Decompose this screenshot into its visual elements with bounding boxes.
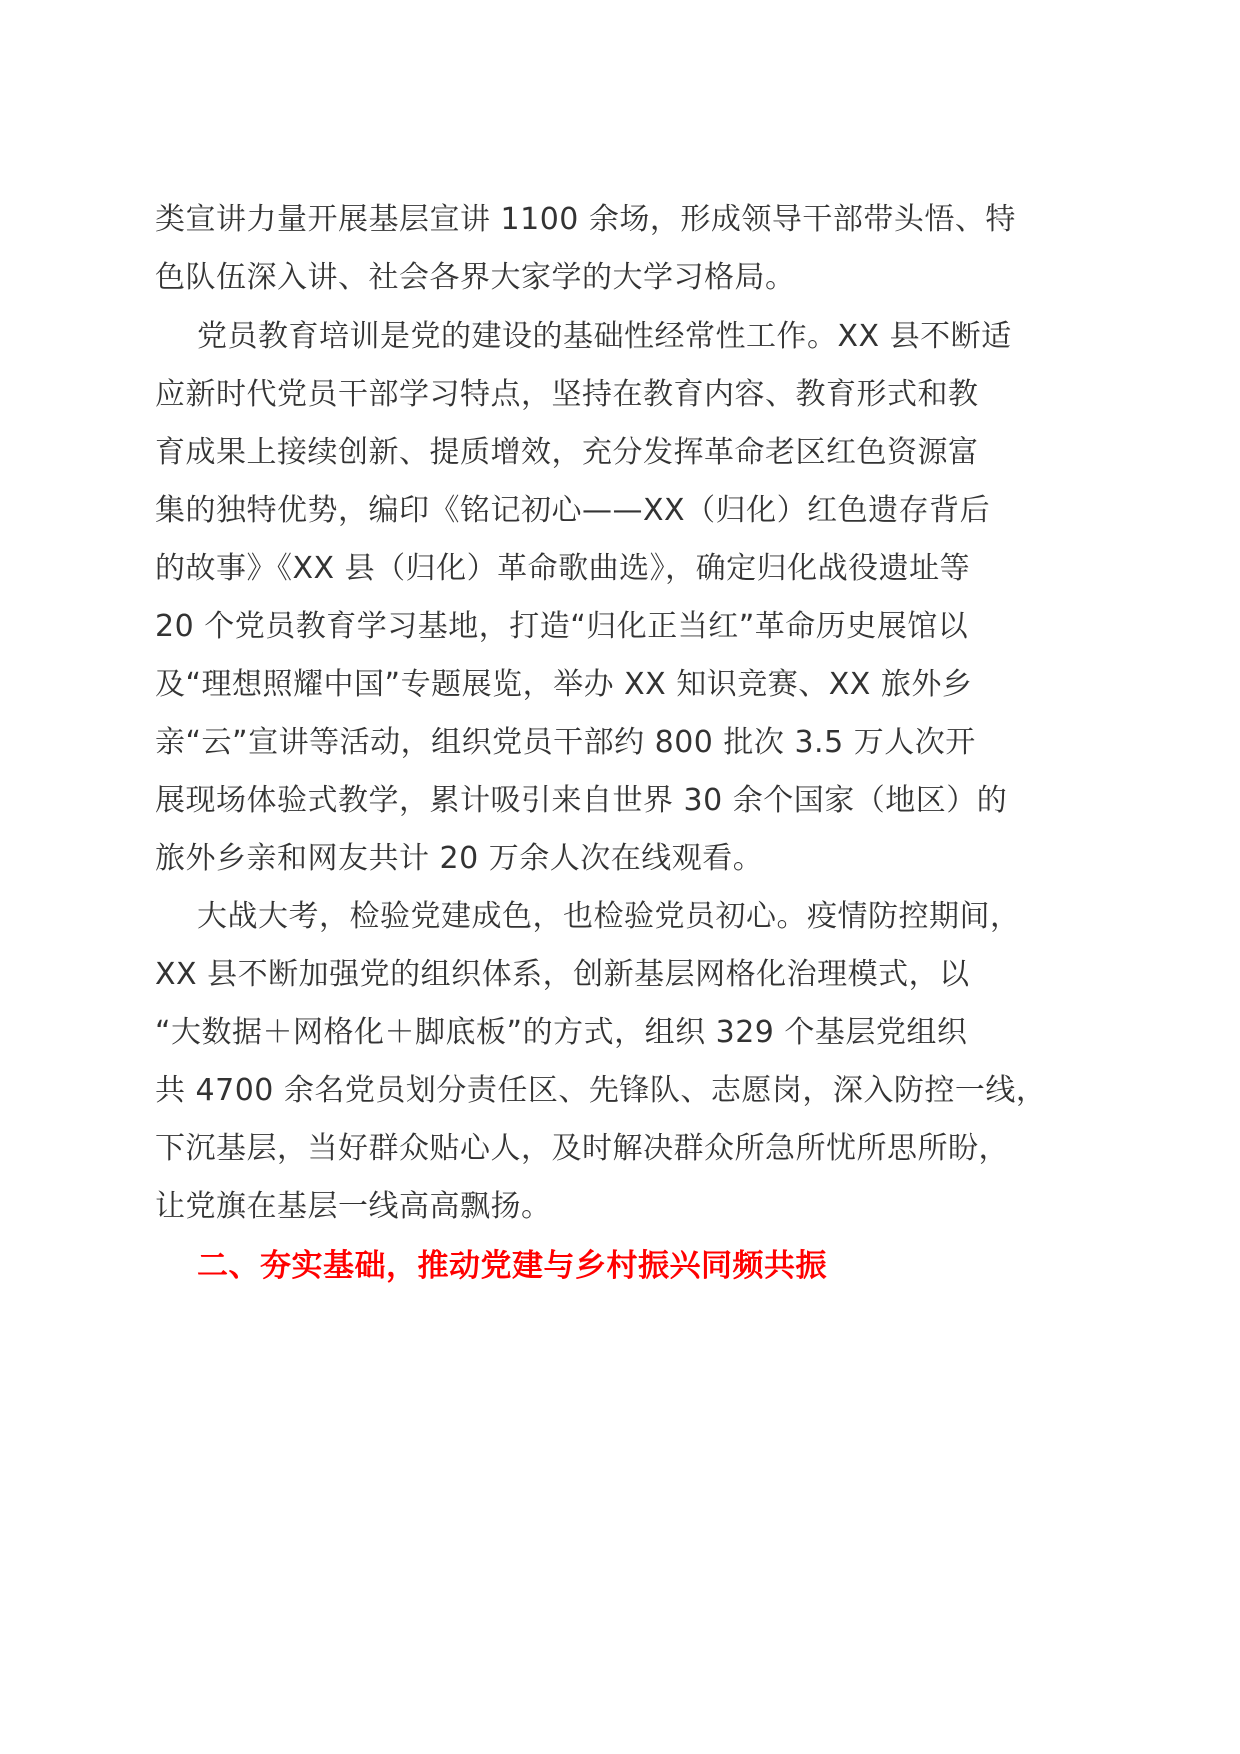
paragraph-2-line-10: 旅外乡亲和网友共计 20 万余人次在线观看。 bbox=[155, 841, 764, 876]
paragraph-2-line-4: 集的独特优势，编印《铭记初心——XX（归化）红色遗存背后 bbox=[155, 493, 991, 528]
paragraph-2-line-7: 及“理想照耀中国”专题展览，举办 XX 知识竞赛、XX 旅外乡 bbox=[155, 667, 973, 702]
paragraph-1-line-1: 类宣讲力量开展基层宣讲 1100 余场，形成领导干部带头悟、特 bbox=[155, 202, 1016, 237]
paragraph-2-line-1: 党员教育培训是党的建设的基础性经常性工作。XX 县不断适 bbox=[197, 319, 1012, 354]
paragraph-1-line-2: 色队伍深入讲、社会各界大家学的大学习格局。 bbox=[155, 260, 796, 295]
paragraph-2-line-9: 展现场体验式教学，累计吸引来自世界 30 余个国家（地区）的 bbox=[155, 783, 1008, 818]
paragraph-2-line-8: 亲“云”宣讲等活动，组织党员干部约 800 批次 3.5 万人次开 bbox=[155, 725, 976, 760]
paragraph-2-line-3: 育成果上接续创新、提质增效，充分发挥革命老区红色资源富 bbox=[155, 435, 979, 470]
paragraph-2-line-5: 的故事》《XX 县（归化）革命歌曲选》，确定归化战役遗址等 bbox=[155, 551, 971, 586]
paragraph-2-line-6: 20 个党员教育学习基地，打造“归化正当红”革命历史展馆以 bbox=[155, 609, 969, 644]
paragraph-3-line-1: 大战大考，检验党建成色，也检验党员初心。疫情防控期间， bbox=[197, 899, 1021, 934]
paragraph-3-line-4: 共 4700 余名党员划分责任区、先锋队、志愿岗，深入防控一线， bbox=[155, 1073, 1047, 1108]
paragraph-3-line-3: “大数据＋网格化＋脚底板”的方式，组织 329 个基层党组织 bbox=[155, 1015, 968, 1050]
paragraph-3-line-2: XX 县不断加强党的组织体系，创新基层网格化治理模式，以 bbox=[155, 957, 970, 992]
paragraph-3-line-5: 下沉基层，当好群众贴心人，及时解决群众所急所忧所思所盼， bbox=[155, 1131, 1009, 1166]
paragraph-2-line-2: 应新时代党员干部学习特点，坚持在教育内容、教育形式和教 bbox=[155, 377, 979, 412]
paragraph-3-line-6: 让党旗在基层一线高高飘扬。 bbox=[155, 1189, 552, 1224]
section-heading: 二、夯实基础，推动党建与乡村振兴同频共振 bbox=[197, 1248, 827, 1284]
